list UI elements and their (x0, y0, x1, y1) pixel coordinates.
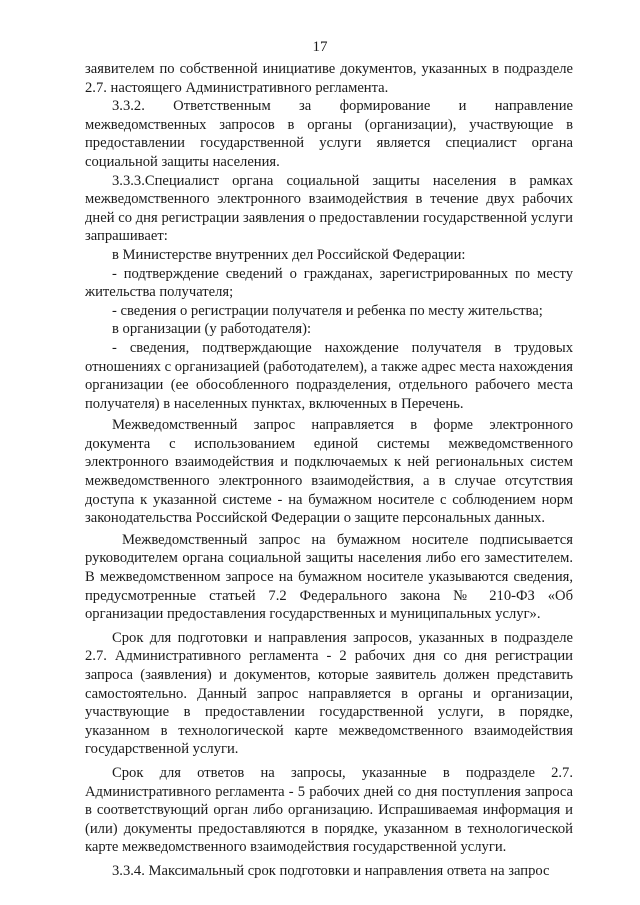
document-body (85, 60, 573, 881)
list-item-employment-info: - сведения, подтверждающие нахождение получателя в трудовых отношениях с организацией (работодателем), а также адрес места нахождения организации (ее обособленного подразделения, отдельного рабочего места получателя) в населенных пунктах, включенных в Перечень. (85, 339, 573, 412)
paragraph-3-3-2: 3.3.2. Ответственным за формирование и направление межведомственных запросов в органы (организации), участвующие в предоставлении государственной услуги является специалист органа социальной защиты населения. (85, 98, 573, 170)
paragraph-response-deadline: Срок для ответов на запросы, указанные в подразделе 2.7. Административного регламента - 5 рабочих дней со дня поступления запроса в соответствующий орган либо организацию. Испрашиваемая информация и (или) документы предоставляются в порядке, указанном в технологической карте межведомственного взаимодействия государственной услуги. (85, 764, 573, 856)
list-heading-employer: в организации (у работодателя): (112, 321, 311, 338)
paragraph-continuation: заявителем по собственной инициативе документов, указанных в подразделе 2.7. настоящего Административного регламента. (85, 61, 573, 96)
list-item-residence-registration: - сведения о регистрации получателя и ребенка по месту жительства; (112, 302, 543, 319)
list-item-citizen-registration: - подтверждение сведений о гражданах, зарегистрированных по месту жительства получателя; (85, 265, 573, 301)
paragraph-paper-request: Межведомственный запрос на бумажном носителе подписывается руководителем органа социальной защиты населения либо его заместителем. В межведомственном запросе на бумажном носителе указываются сведения, предусмотренные статьей 7.2 Федерального закона № 210-ФЗ «Об организации предоставления государственных и муниципальных услуг». (85, 531, 573, 623)
list-heading-mvd: в Министерстве внутренних дел Российской Федерации: (112, 246, 466, 263)
paragraph-electronic-request: Межведомственный запрос направляется в форме электронного документа с использованием единой системы межведомственного электронного взаимодействия и подключаемых к ней региональных систем межведомственного электронного взаимодействия, а в случае отсутствия доступа к указанной системе - на бумажном носителе с соблюдением норм законодательства Российской Федерации о защите персональных данных. (85, 417, 573, 527)
paragraph-3-3-4: 3.3.4. Максимальный срок подготовки и направления ответа на запрос (112, 862, 550, 879)
paragraph-3-3-3: 3.3.3.Специалист органа социальной защиты населения в рамках межведомственного электронного взаимодействия в течение двух рабочих дней со дня регистрации заявления о предоставлении государственной услуги запрашивает: (85, 172, 573, 245)
paragraph-request-deadline: Срок для подготовки и направления запросов, указанных в подразделе 2.7. Административного регламента - 2 рабочих дня со дня регистрации запроса (заявления) и документов, которые заявитель должен представить самостоятельно. Данный запрос направляется в органы и организации, участвующие в предоставлении государственной услуги, в порядке, указанном в технологической карте межведомственного взаимодействия государственной услуги. (85, 629, 573, 758)
page-number: 17 (312, 39, 328, 55)
